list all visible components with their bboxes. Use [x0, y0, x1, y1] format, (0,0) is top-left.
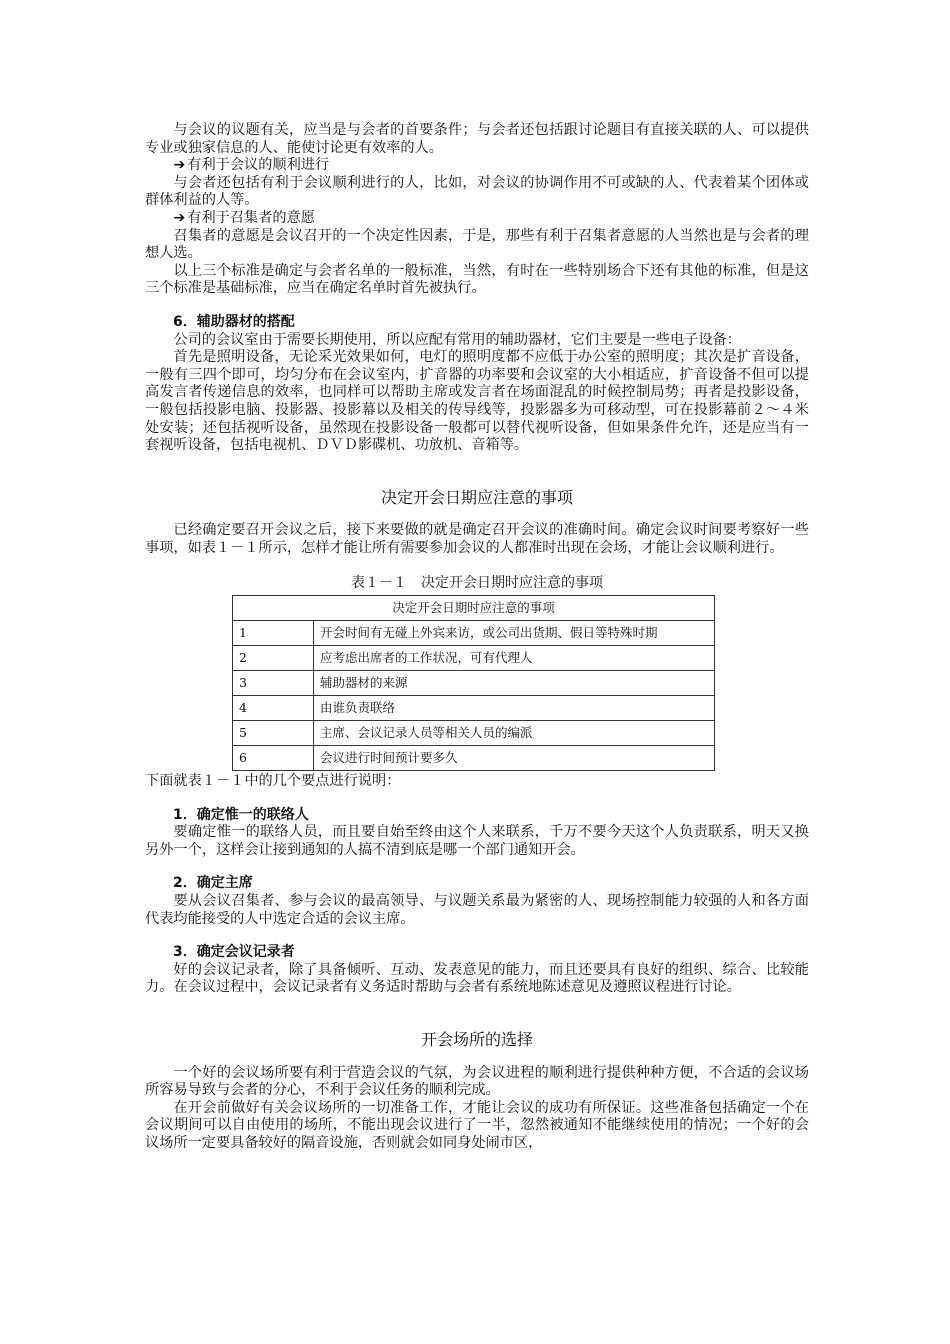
row-number: 2: [233, 646, 314, 671]
paragraph: 下面就表１－１中的几个要点进行说明：: [145, 773, 401, 790]
paragraph: 要从会议召集者、参与会议的最高领导、与议题关系最为紧密的人、现场控制能力较强的人和各方面代表均能接受的人中选定合适的会议主席。: [145, 893, 809, 927]
table-header: 决定开会日期时应注意的事项: [233, 596, 715, 621]
row-text: 应考虑出席者的工作状况，可有代理人: [314, 646, 715, 671]
document-page: [145, 122, 809, 1153]
bullet-text: 有利于召集者的意愿: [187, 209, 315, 226]
table-row: [233, 721, 715, 746]
subheading: 2．确定主席: [173, 875, 253, 892]
bullet-item: [145, 157, 809, 175]
table-row: [233, 646, 715, 671]
paragraph: 与会者还包括有利于会议顺利进行的人，比如，对会议的协调作用不可或缺的人、代表着某个团体或群体利益的人等。: [145, 174, 809, 209]
table-row: [233, 621, 715, 646]
table-row: [233, 746, 715, 771]
row-number: 5: [233, 721, 314, 746]
row-text: 会议进行时间预计要多久: [314, 746, 715, 771]
paragraph: 以上三个标准是确定与会者名单的一般标准，当然，有时在一些特别场合下还有其他的标准，但是这三个标准是基础标准，应当在确定名单时首先被执行。: [145, 262, 809, 297]
row-number: 3: [233, 671, 314, 696]
arrow-right-icon: ➔: [173, 209, 186, 226]
subheading: 3．确定会议记录者: [173, 944, 295, 961]
row-number: 4: [233, 696, 314, 721]
section-title: 决定开会日期应注意的事项: [380, 487, 573, 507]
paragraph: 好的会议记录者，除了具备倾听、互动、发表意见的能力，而且还要具有良好的组织、综合、比较能力。在会议过程中，会议记录者有义务适时帮助与会者有系统地陈述意见及遵照议程进行讨论。: [145, 961, 809, 996]
paragraph: 公司的会议室由于需要长期使用，所以应配有常用的辅助器材，它们主要是一些电子设备：: [173, 331, 741, 348]
row-number: 6: [233, 746, 314, 771]
notes-table: [232, 595, 715, 771]
paragraph: 已经确定要召开会议之后，接下来要做的就是确定召开会议的准确时间。确定会议时间要考察好一些事项，如表１－１所示，怎样才能让所有需要参加会议的人都准时出现在会场，才能让会议顺利进行。: [145, 522, 809, 556]
table-header-row: [233, 596, 715, 621]
table-caption: 表１－１ 决定开会日期时应注意的事项: [351, 575, 603, 592]
row-text: 主席、会议记录人员等相关人员的编派: [314, 721, 715, 746]
bullet-text: 有利于会议的顺利进行: [187, 157, 330, 174]
subheading: 1．确定惟一的联络人: [173, 806, 309, 823]
row-number: 1: [233, 621, 314, 646]
row-text: 开会时间有无碰上外宾来访，或公司出货期、假日等特殊时期: [314, 621, 715, 646]
paragraph: 在开会前做好有关会议场所的一切准备工作，才能让会议的成功有所保证。这些准备包括确定一个在会议期间可以自由使用的场所，不能出现会议进行了一半，忽然被通知不能继续使用的情况；一个好的会议场所一定要具备较好的隔音设施，否则就会如同身处闹市区，: [145, 1099, 809, 1151]
bullet-item: [145, 210, 809, 228]
paragraph: 与会议的议题有关，应当是与会者的首要条件；与会者还包括跟讨论题目有直接关联的人、可以提供专业或独家信息的人、能使讨论更有效率的人。: [145, 122, 809, 156]
paragraph: 要确定惟一的联络人员，而且要自始至终由这个人来联系，千万不要今天这个人负责联系，明天又换另外一个，这样会让接到通知的人搞不清到底是哪一个部门通知开会。: [145, 824, 809, 858]
subheading: 6．辅助器材的搭配: [173, 313, 295, 330]
paragraph: 召集者的意愿是会议召开的一个决定性因素，于是，那些有利于召集者意愿的人当然也是与会者的理想人选。: [145, 227, 809, 262]
paragraph: 首先是照明设备，无论采光效果如何，电灯的照明度都不应低于办公室的照明度；其次是扩音设备，一般有三四个即可，均匀分布在会议室内，扩音器的功率要和会议室的大小相适应，扩音设备不但可以提高发言者传递信息的效率，也同样可以帮助主席或发言者在场面混乱的时候控制局势；再者是投影设备，一般包括投影电脑、投影器、投影幕以及相关的传导线等，投影器多为可移动型，可在投影幕前２～４米处安装；还包括视听设备，虽然现在投影设备一般都可以替代视听设备，但如果条件允许，还是应当有一套视听设备，包括电视机、ＤＶＤ影碟机、功放机、音箱等。: [145, 349, 809, 454]
row-text: 辅助器材的来源: [314, 671, 715, 696]
arrow-right-icon: ➔: [173, 157, 186, 174]
table-row: [233, 696, 715, 721]
row-text: 由谁负责联络: [314, 696, 715, 721]
paragraph: 一个好的会议场所要有利于营造会议的气氛，为会议进程的顺利进行提供种种方便，不合适的会议场所容易导致与会者的分心，不利于会议任务的顺利完成。: [145, 1064, 809, 1099]
section-title: 开会场所的选择: [420, 1030, 533, 1049]
table-row: [233, 671, 715, 696]
